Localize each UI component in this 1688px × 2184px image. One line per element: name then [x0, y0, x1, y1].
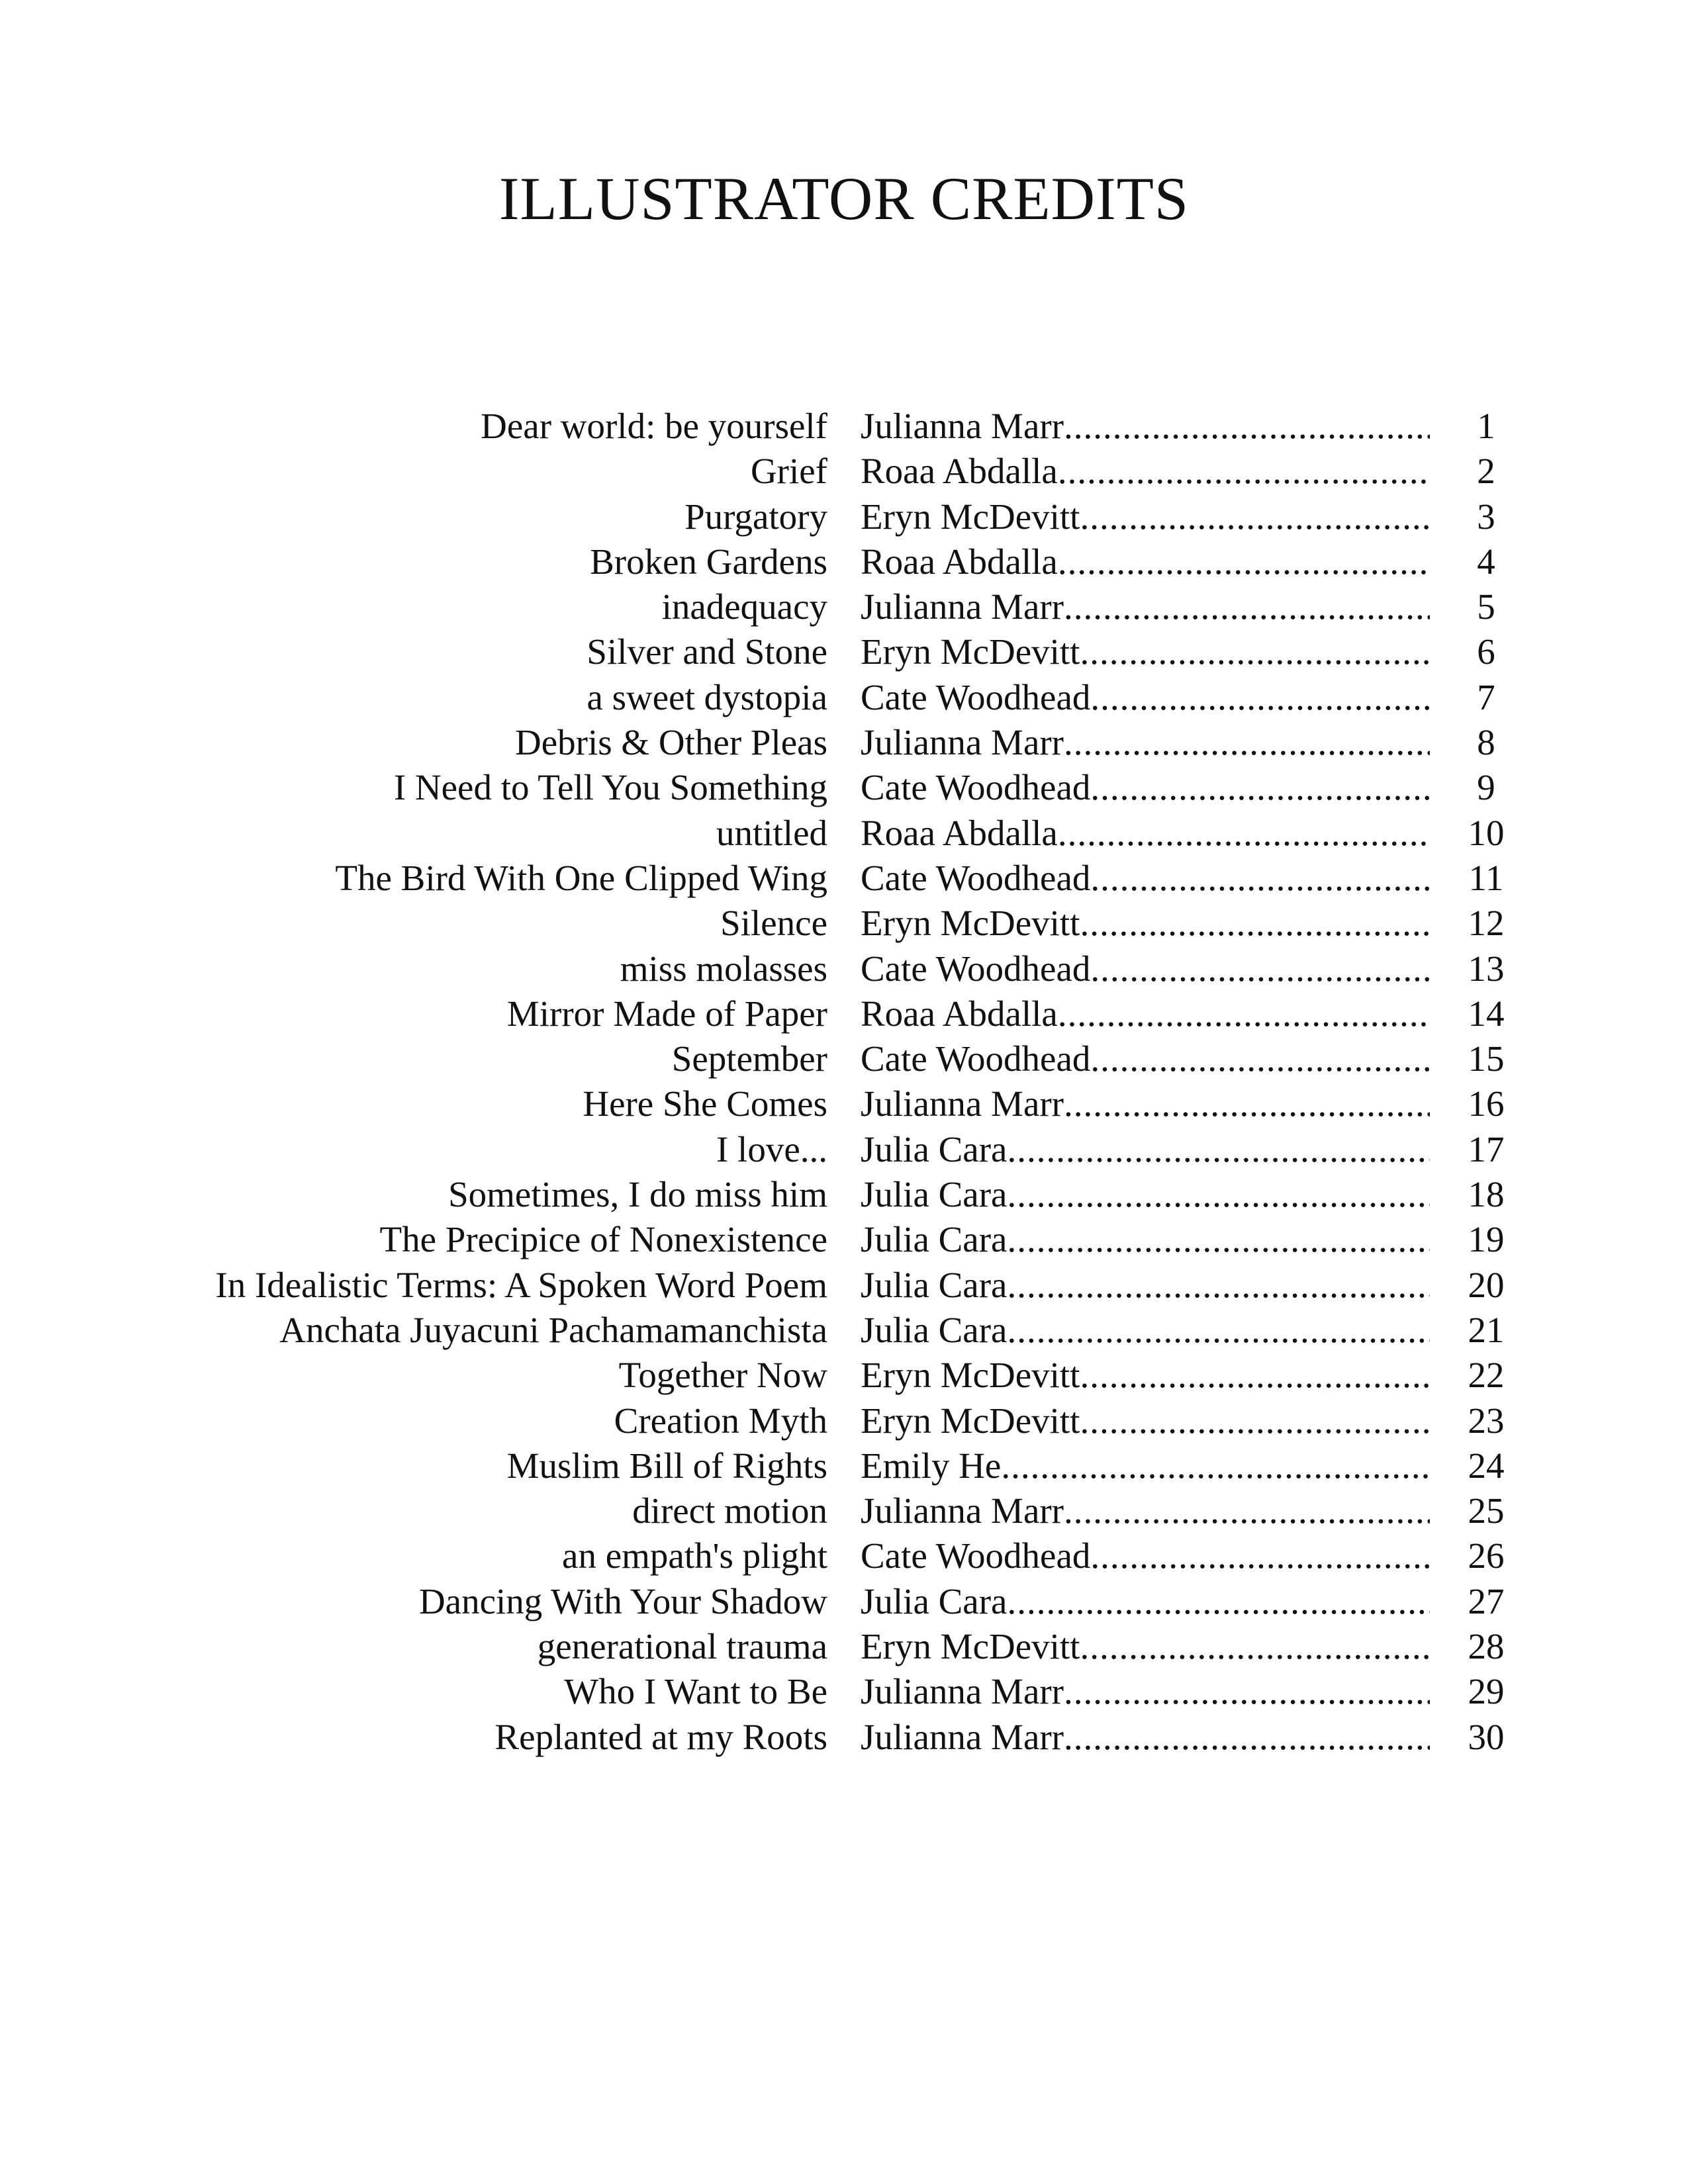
illustrator-name: Julia Cara .....: [861, 1129, 1430, 1169]
poem-title: generational trauma: [537, 1626, 827, 1667]
poem-title: Sometimes, I do miss him: [448, 1174, 827, 1215]
illustrator-entry: [861, 675, 1430, 720]
poem-title: Together Now: [618, 1355, 827, 1396]
poem-title: Replanted at my Roots: [494, 1716, 827, 1757]
poem-title: Dancing With Your Shadow: [418, 1580, 827, 1621]
illustrator-entry: [861, 539, 1430, 584]
illustrator-name: Julia Cara .....: [861, 1174, 1430, 1214]
illustrator-name: Julia Cara .....: [861, 1581, 1430, 1621]
page-number: 14: [1468, 993, 1505, 1034]
illustrator-entry: [861, 991, 1430, 1036]
illustrator-entry: [861, 494, 1430, 539]
poem-title: The Precipice of Nonexistence: [379, 1219, 827, 1260]
illustrator-entry: [861, 1263, 1430, 1308]
illustrator-name: Cate Woodhead .....: [861, 1038, 1430, 1079]
illustrator-name: Eryn McDevitt .....: [861, 903, 1430, 943]
illustrator-name: Julia Cara .....: [861, 1219, 1430, 1259]
poem-title: Broken Gardens: [590, 541, 827, 582]
illustrator-entry: [861, 720, 1430, 765]
credit-row: [0, 1217, 1688, 1262]
credit-row: [0, 539, 1688, 584]
credit-row: [0, 1398, 1688, 1443]
illustrator-entry: [861, 1217, 1430, 1262]
page-number: 25: [1468, 1490, 1505, 1531]
poem-title: Here She Comes: [583, 1083, 827, 1124]
illustrator-name: Cate Woodhead .....: [861, 767, 1430, 807]
page-number: 17: [1468, 1128, 1505, 1169]
credit-row: [0, 629, 1688, 674]
illustrator-entry: [861, 1353, 1430, 1398]
illustrator-entry: [861, 765, 1430, 810]
page-number: 30: [1468, 1716, 1505, 1757]
page-number: 29: [1468, 1671, 1505, 1712]
illustrator-name: Cate Woodhead .....: [861, 948, 1430, 989]
illustrator-name: Eryn McDevitt .....: [861, 1626, 1430, 1666]
illustrator-entry: [861, 1443, 1430, 1488]
page-number: 13: [1468, 948, 1505, 989]
illustrator-name: Cate Woodhead .....: [861, 1535, 1430, 1576]
illustrator-name: Julianna Marr .....: [861, 722, 1430, 762]
poem-title: In Idealistic Terms: A Spoken Word Poem: [215, 1264, 827, 1305]
poem-title: Grief: [750, 451, 827, 492]
page-number: 11: [1468, 857, 1504, 898]
credit-row: [0, 1172, 1688, 1217]
poem-title: Muslim Bill of Rights: [506, 1445, 827, 1486]
page-number: 12: [1468, 903, 1505, 944]
poem-title: Creation Myth: [614, 1400, 827, 1441]
credit-row: [0, 494, 1688, 539]
credit-row: [0, 946, 1688, 991]
page-number: 27: [1468, 1580, 1505, 1621]
poem-title: direct motion: [632, 1490, 827, 1531]
poem-title: Debris & Other Pleas: [515, 722, 827, 763]
illustrator-entry: [861, 584, 1430, 629]
illustrator-entry: [861, 1081, 1430, 1126]
illustrator-entry: [861, 1715, 1430, 1760]
credits-table: [0, 404, 1688, 1760]
credit-row: [0, 1443, 1688, 1488]
credit-row: [0, 1715, 1688, 1760]
illustrator-name: Julianna Marr .....: [861, 1717, 1430, 1757]
credit-row: [0, 1488, 1688, 1533]
poem-title: Mirror Made of Paper: [506, 993, 827, 1034]
illustrator-entry: [861, 1398, 1430, 1443]
poem-title: Anchata Juyacuni Pachamamanchista: [279, 1309, 827, 1350]
illustrator-entry: [861, 449, 1430, 494]
illustrator-name: Roaa Abdalla .....: [861, 451, 1430, 491]
poem-title: inadequacy: [661, 586, 827, 627]
page-title: ILLUSTRATOR CREDITS: [498, 165, 1190, 232]
credit-row: [0, 720, 1688, 765]
poem-title: an empath's plight: [562, 1535, 827, 1576]
credit-row: [0, 1036, 1688, 1081]
credit-row: [0, 1533, 1688, 1578]
illustrator-name: Eryn McDevitt .....: [861, 1400, 1430, 1441]
poem-title: a sweet dystopia: [586, 676, 827, 717]
page-number: 3: [1477, 496, 1495, 537]
illustrator-name: Julia Cara .....: [861, 1310, 1430, 1350]
illustrator-entry: [861, 1624, 1430, 1669]
illustrator-entry: [861, 1308, 1430, 1353]
credit-row: [0, 765, 1688, 810]
credit-row: [0, 901, 1688, 946]
illustrator-entry: [861, 901, 1430, 946]
page-number: 15: [1468, 1038, 1505, 1079]
poem-title: untitled: [716, 812, 827, 853]
page-number: 1: [1477, 406, 1495, 446]
poem-title: I love...: [716, 1128, 827, 1169]
illustrator-name: Julia Cara .....: [861, 1265, 1430, 1305]
credit-row: [0, 1579, 1688, 1624]
illustrator-entry: [861, 1579, 1430, 1624]
page-number: 18: [1468, 1174, 1505, 1215]
illustrator-name: Emily He .....: [861, 1445, 1430, 1486]
credit-row: [0, 1081, 1688, 1126]
poem-title: Dear world: be yourself: [481, 406, 827, 446]
illustrator-name: Julianna Marr .....: [861, 406, 1430, 446]
poem-title: miss molasses: [620, 948, 827, 989]
credit-row: [0, 675, 1688, 720]
page-number: 6: [1477, 631, 1495, 672]
page-number: 8: [1477, 722, 1495, 763]
illustrator-name: Roaa Abdalla .....: [861, 541, 1430, 582]
page-number: 23: [1468, 1400, 1505, 1441]
credit-row: [0, 404, 1688, 449]
page-number: 16: [1468, 1083, 1505, 1124]
illustrator-name: Eryn McDevitt .....: [861, 496, 1430, 537]
page-number: 22: [1468, 1355, 1505, 1396]
illustrator-entry: [861, 856, 1430, 901]
credit-row: [0, 449, 1688, 494]
illustrator-name: Julianna Marr .....: [861, 1490, 1430, 1531]
illustrator-entry: [861, 404, 1430, 449]
illustrator-name: Cate Woodhead .....: [861, 858, 1430, 898]
credit-row: [0, 1127, 1688, 1172]
illustrator-name: Julianna Marr .....: [861, 1083, 1430, 1124]
illustrator-name: Eryn McDevitt .....: [861, 1355, 1430, 1395]
illustrator-name: Julianna Marr .....: [861, 586, 1430, 627]
poem-title: Silver and Stone: [586, 631, 827, 672]
illustrator-entry: [861, 1533, 1430, 1578]
illustrator-name: Eryn McDevitt .....: [861, 631, 1430, 672]
credit-row: [0, 811, 1688, 856]
page-number: 7: [1477, 676, 1495, 717]
poem-title: Purgatory: [684, 496, 827, 537]
page-number: 9: [1477, 767, 1495, 808]
illustrator-entry: [861, 1488, 1430, 1533]
page-number: 21: [1468, 1309, 1505, 1350]
illustrator-entry: [861, 1127, 1430, 1172]
credit-row: [0, 584, 1688, 629]
page-number: 4: [1477, 541, 1495, 582]
poem-title: Silence: [720, 903, 827, 944]
poem-title: The Bird With One Clipped Wing: [335, 857, 827, 898]
poem-title: Who I Want to Be: [564, 1671, 827, 1712]
illustrator-name: Roaa Abdalla .....: [861, 993, 1430, 1034]
credit-row: [0, 991, 1688, 1036]
credit-row: [0, 1624, 1688, 1669]
page-number: 20: [1468, 1264, 1505, 1305]
poem-title: September: [671, 1038, 827, 1079]
credit-row: [0, 1308, 1688, 1353]
illustrator-name: Cate Woodhead .....: [861, 677, 1430, 717]
credit-row: [0, 856, 1688, 901]
illustrator-entry: [861, 946, 1430, 991]
page-number: 24: [1468, 1445, 1505, 1486]
page-number: 5: [1477, 586, 1495, 627]
illustrator-entry: [861, 629, 1430, 674]
page-number: 2: [1477, 451, 1495, 492]
illustrator-entry: [861, 1172, 1430, 1217]
credit-row: [0, 1263, 1688, 1308]
illustrator-entry: [861, 1669, 1430, 1714]
poem-title: I Need to Tell You Something: [393, 767, 827, 808]
page-number: 26: [1468, 1535, 1505, 1576]
illustrator-name: Roaa Abdalla .....: [861, 813, 1430, 853]
page-number: 10: [1468, 812, 1505, 853]
illustrator-entry: [861, 811, 1430, 856]
credit-row: [0, 1353, 1688, 1398]
page-number: 28: [1468, 1626, 1505, 1667]
page-number: 19: [1468, 1219, 1505, 1260]
credit-row: [0, 1669, 1688, 1714]
illustrator-name: Julianna Marr .....: [861, 1671, 1430, 1711]
illustrator-entry: [861, 1036, 1430, 1081]
